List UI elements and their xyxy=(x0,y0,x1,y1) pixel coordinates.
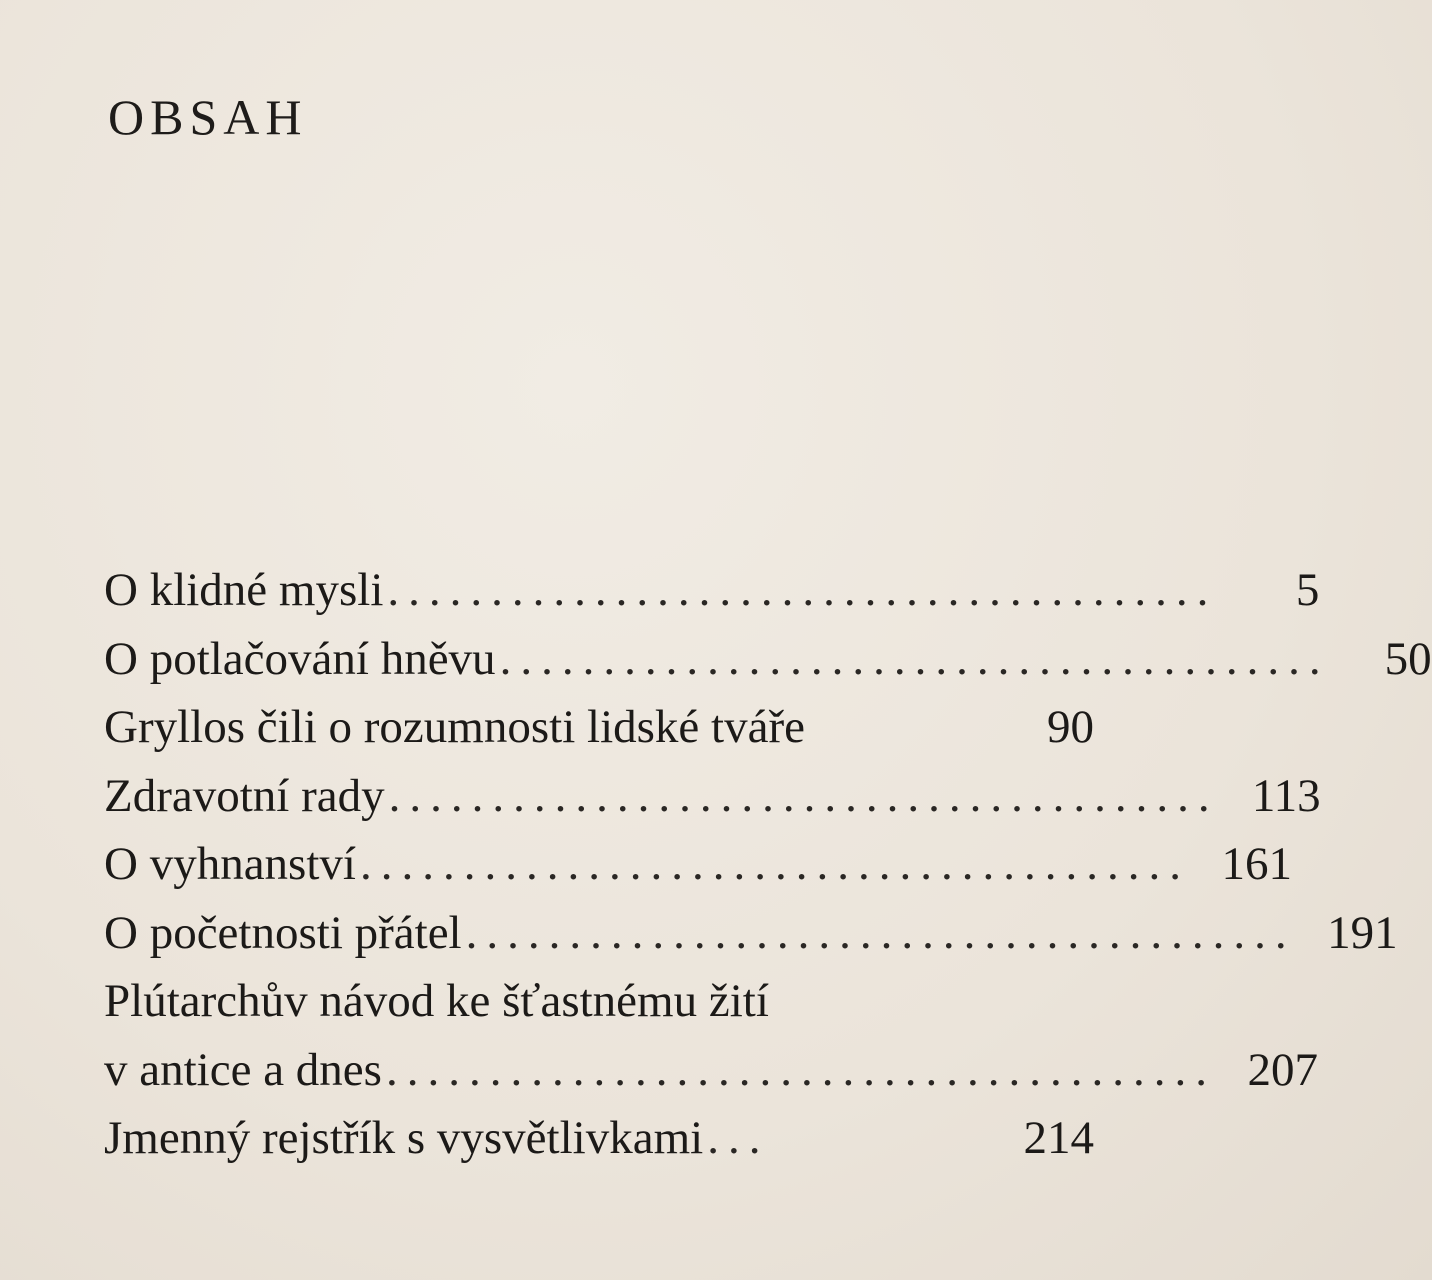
toc-page-number: 113 xyxy=(1251,769,1321,822)
toc-entry xyxy=(104,625,1432,694)
toc-page-number: 50 xyxy=(1384,632,1432,685)
toc-entry xyxy=(104,1036,1318,1105)
toc-entry-title: O početnosti přátel xyxy=(104,906,462,959)
toc-leader-dots: ........................................ xyxy=(387,564,1218,616)
toc-entry xyxy=(104,899,1398,968)
toc-page-number: 191 xyxy=(1327,906,1398,959)
toc-leader-dots: ........................................ xyxy=(385,1043,1216,1096)
toc-leader-dots: ........................................ xyxy=(359,838,1190,890)
toc-entry xyxy=(104,693,1094,762)
toc-page-number: 90 xyxy=(1047,701,1094,753)
toc-entry-title: O klidné mysli xyxy=(104,564,384,616)
toc-entry xyxy=(104,967,1094,1036)
toc-entry-title: Gryllos čili o rozumnosti lidské tváře xyxy=(104,701,805,753)
toc-entry xyxy=(104,1104,1094,1173)
toc-page-number: 207 xyxy=(1247,1043,1318,1096)
toc-entry-title: Plútarchův návod ke šťastnému žití xyxy=(104,975,769,1027)
toc-entry-title: Jmenný rejstřík s vysvětlivkami xyxy=(104,1112,704,1164)
toc-entry-title: O vyhnanství xyxy=(104,838,356,890)
toc-page-number: 5 xyxy=(1295,564,1320,616)
toc-entry xyxy=(104,830,1292,899)
toc-entry-title: v antice a dnes xyxy=(104,1043,382,1096)
toc-leader-dots: ........................................ xyxy=(499,632,1330,685)
toc-entry xyxy=(104,762,1321,831)
toc-page-number: 214 xyxy=(1023,1112,1094,1164)
table-of-contents xyxy=(104,556,1432,1173)
toc-entry-title: Zdravotní rady xyxy=(104,769,385,822)
toc-leader-dots: ........................................ xyxy=(465,906,1296,959)
toc-entry-title: O potlačování hněvu xyxy=(104,632,496,685)
toc-leader-dots: ... xyxy=(707,1112,770,1164)
contents-heading: OBSAH xyxy=(108,89,308,145)
toc-page-number: 161 xyxy=(1221,838,1292,890)
toc-entry xyxy=(104,556,1320,625)
toc-leader-dots: ........................................ xyxy=(388,769,1219,822)
